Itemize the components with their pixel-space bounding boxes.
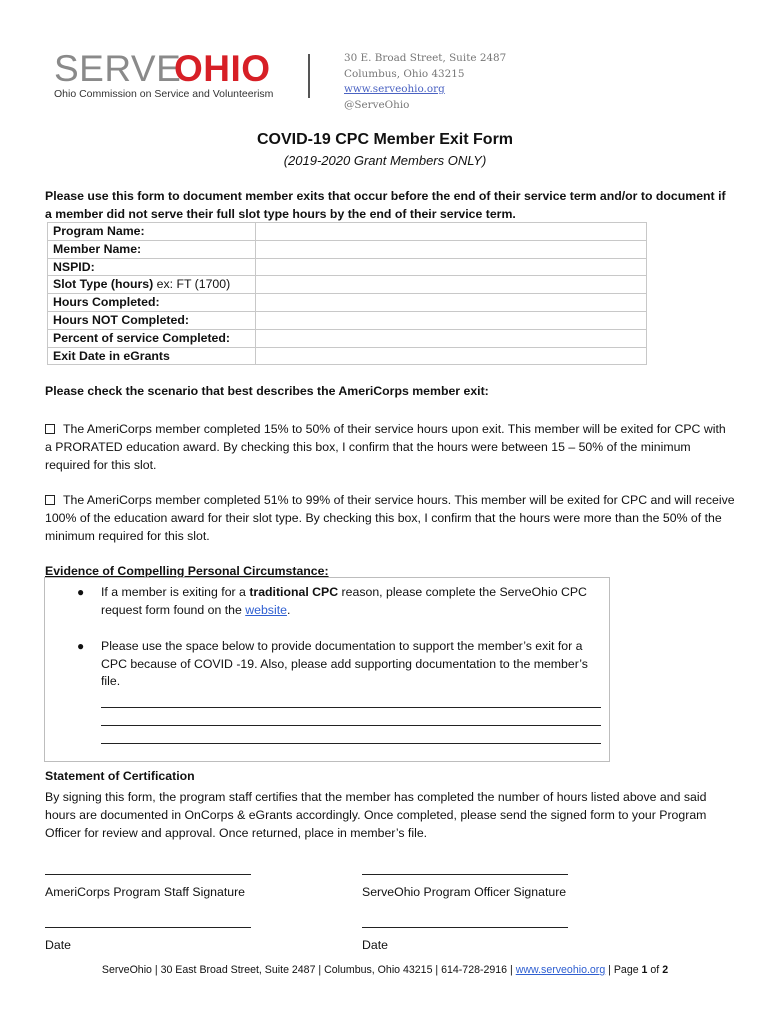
officer-date-block	[362, 917, 568, 954]
table-row	[48, 311, 647, 329]
serveohio-logo	[54, 50, 294, 102]
documentation-lines[interactable]	[101, 690, 601, 744]
scenario-1-text: The AmeriCorps member completed 15% to 50% of their service hours upon exit. This member will be exited for CPC with a PRORATED education award. By checking this box, I confirm that the hours were between 15 – 50% of the minimum required for this slot.	[45, 422, 726, 472]
officer-signature-label: ServeOhio Program Officer Signature	[362, 885, 567, 899]
staff-signature-line[interactable]	[45, 864, 251, 875]
scenario-option-2	[45, 491, 735, 545]
evidence-box	[44, 577, 610, 762]
table-row	[48, 347, 647, 365]
write-line[interactable]	[101, 726, 601, 744]
footer-text: ServeOhio | 30 East Broad Street, Suite 2487 | Columbus, Ohio 43215 | 614-728-2916 |	[101, 964, 516, 976]
field-label: Member Name:	[48, 240, 256, 258]
scenario-heading: Please check the scenario that best describes the AmeriCorps member exit:	[45, 384, 489, 398]
footer-website-link[interactable]: www.serveohio.org	[515, 964, 606, 976]
table-row	[48, 223, 647, 241]
address-block	[344, 51, 506, 113]
table-row	[48, 276, 647, 294]
field-label: Percent of service Completed:	[48, 329, 256, 347]
staff-date-label: Date	[45, 938, 71, 952]
officer-date-label: Date	[362, 938, 388, 952]
certification-text: By signing this form, the program staff certifies that the member has completed the number of hours listed above and said hours are documented in OnCorps & eGrants accordingly. Once completed, please send the signed form to your Program Officer for review and approval. Once returned, place in member’s file.	[45, 790, 707, 840]
logo-serve-text: SERVE	[54, 48, 182, 89]
program-name-field[interactable]	[256, 223, 647, 241]
member-name-field[interactable]	[256, 240, 647, 258]
write-line[interactable]	[101, 708, 601, 726]
footer-page-total: 2	[662, 964, 669, 976]
address-street: 30 E. Broad Street, Suite 2487	[344, 52, 507, 64]
table-row	[48, 240, 647, 258]
scenario-2-text: The AmeriCorps member completed 51% to 99% of their service hours. This member will be exited for CPC and will receive 100% of the education award for their slot type. By checking this box, I confirm that the hours were more than the 50% of the minimum required for this slot.	[45, 493, 735, 543]
staff-date-block	[45, 917, 251, 954]
bullet-1-bold: traditional CPC	[249, 585, 339, 599]
field-label: NSPID:	[48, 258, 256, 276]
hours-not-completed-field[interactable]	[256, 311, 647, 329]
evidence-bullet-2: Please use the space below to provide documentation to support the member’s exit for a CPC because of COVID -19. Also, please add supporting documentation to the member’s file.	[101, 639, 588, 688]
member-info-table	[47, 222, 647, 365]
header-divider	[308, 54, 310, 98]
staff-date-line[interactable]	[45, 917, 251, 928]
page-subtitle: (2019-2020 Grant Members ONLY)	[283, 153, 487, 168]
scenario-2-checkbox[interactable]	[45, 495, 55, 505]
social-handle: @ServeOhio	[344, 98, 410, 111]
logo-ohio-text: OHIO	[174, 48, 271, 89]
page-footer	[0, 964, 770, 976]
staff-signature-block	[45, 864, 251, 901]
footer-page-label: | Page	[605, 964, 642, 976]
table-row	[48, 258, 647, 276]
footer-page-number: 1	[641, 964, 648, 976]
bullet-1-text: If a member is exiting for a	[101, 585, 250, 599]
write-line[interactable]	[101, 690, 601, 708]
page-title: COVID-19 CPC Member Exit Form	[256, 131, 514, 148]
logo-subtitle: Ohio Commission on Service and Volunteerism	[54, 88, 274, 100]
evidence-heading: Evidence of Compelling Personal Circumstance:	[45, 564, 329, 578]
evidence-bullet-1	[101, 584, 601, 619]
field-label: Hours Completed:	[48, 294, 256, 312]
slot-type-example: ex: FT (1700)	[153, 277, 231, 292]
bullet-icon: ●	[77, 585, 85, 599]
slot-type-label: Slot Type (hours)	[53, 277, 154, 292]
scenario-1-checkbox[interactable]	[45, 424, 55, 434]
field-label: Exit Date in eGrants	[48, 347, 256, 365]
officer-date-line[interactable]	[362, 917, 568, 928]
hours-completed-field[interactable]	[256, 294, 647, 312]
bullet-icon: ●	[77, 639, 85, 653]
nspid-field[interactable]	[256, 258, 647, 276]
bullet-1-end: .	[286, 602, 291, 617]
officer-signature-block	[362, 864, 568, 901]
certification-heading: Statement of Certification	[45, 769, 195, 783]
bullet-1-text-2: reason, please complete the ServeOhio CPC request form found on the	[101, 585, 587, 617]
cpc-form-website-link[interactable]: website	[245, 602, 287, 617]
field-label	[48, 276, 256, 294]
footer-page-of: of	[647, 964, 663, 976]
percent-completed-field[interactable]	[256, 329, 647, 347]
website-link[interactable]: www.serveohio.org	[344, 83, 445, 95]
slot-type-field[interactable]	[256, 276, 647, 294]
field-label: Hours NOT Completed:	[48, 311, 256, 329]
intro-text: Please use this form to document member exits that occur before the end of their service term and/or to document if a member did not serve their full slot type hours by the end of their service term.	[45, 189, 726, 221]
exit-date-field[interactable]	[256, 347, 647, 365]
scenario-option-1	[45, 420, 735, 474]
table-row	[48, 329, 647, 347]
table-row	[48, 294, 647, 312]
field-label: Program Name:	[48, 223, 256, 241]
staff-signature-label: AmeriCorps Program Staff Signature	[45, 885, 246, 899]
address-city: Columbus, Ohio 43215	[344, 67, 465, 80]
officer-signature-line[interactable]	[362, 864, 568, 875]
